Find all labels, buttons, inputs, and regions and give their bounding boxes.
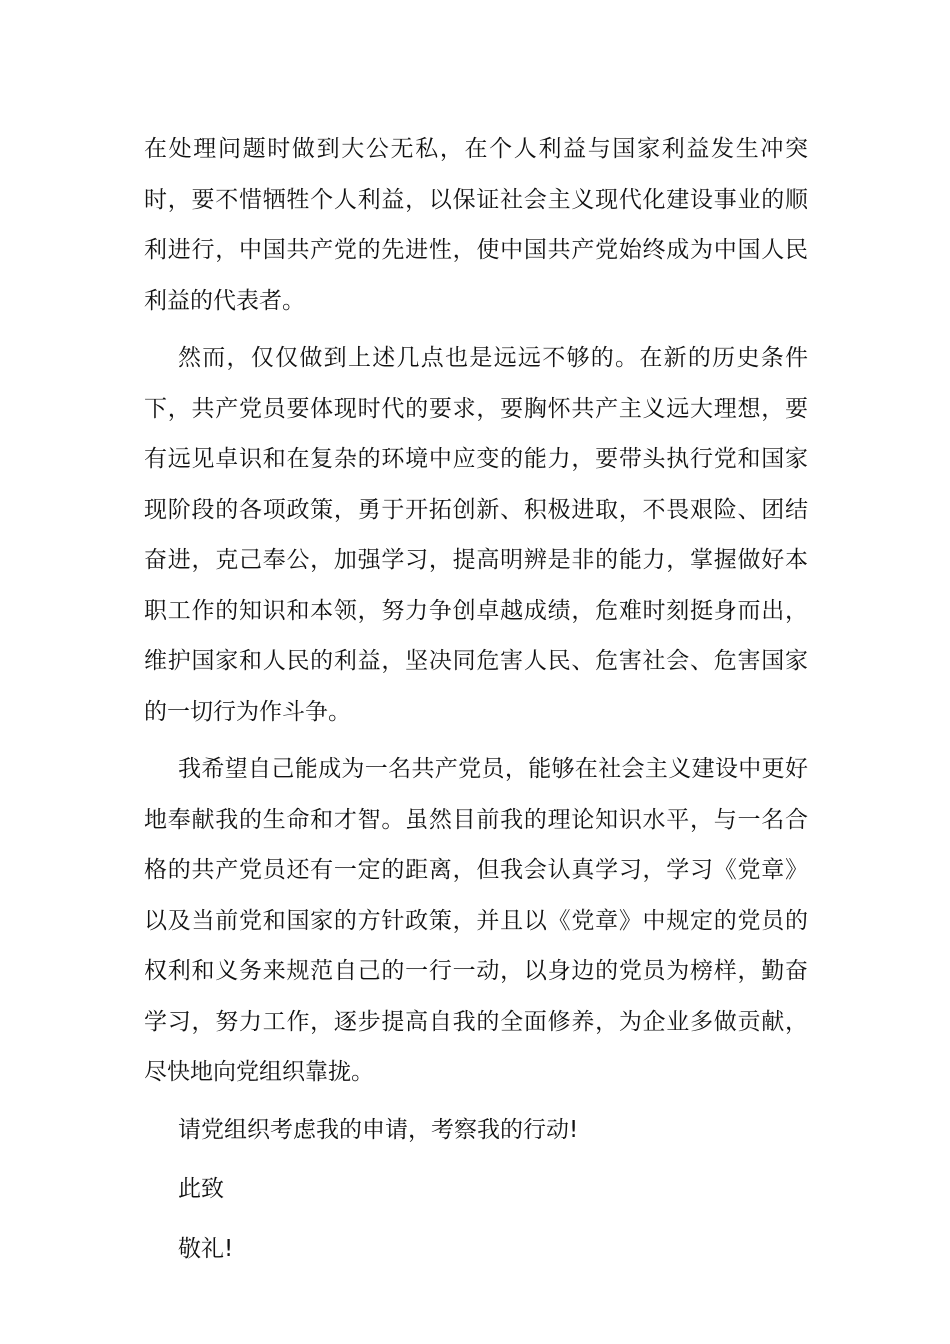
closing-salute: 敬礼!	[178, 1235, 234, 1262]
closing-greeting: 此致	[178, 1176, 224, 1202]
paragraph-aspiration: 我希望自己能成为一名共产党员，能够在社会主义建设中更好地奉献我的生命和才智。虽然目前我的理论知识水平，与一名合格的共产党员还有一定的距离，但我会认真学习，学习《党章》以及当前党和国家的方针政策，并且以《党章》中规定的党员的权利和义务来规范自己的一行一动，以身边的党员为榜样，勤奋学习，努力工作，逐步提高自我的全面修养，为企业多做贡献，尽快地向党组织靠拢。	[144, 756, 808, 1085]
paragraph-continuation: 在处理问题时做到大公无私，在个人利益与国家利益发生冲突时，要不惜牺牲个人利益，以保证社会主义现代化建设事业的顺利进行，中国共产党的先进性，使中国共产党始终成为中国人民利益的代表者。	[144, 136, 808, 314]
paragraph-requirements: 然而，仅仅做到上述几点也是远远不够的。在新的历史条件下，共产党员要体现时代的要求，要胸怀共产主义远大理想，要有远见卓识和在复杂的环境中应变的能力，要带头执行党和国家现阶段的各项政策，勇于开拓创新、积极进取，不畏艰险、团结奋进，克己奉公，加强学习，提高明辨是非的能力，掌握做好本职工作的知识和本领，努力争创卓越成绩，危难时刻挺身而出，维护国家和人民的利益，坚决同危害人民、危害社会、危害国家的一切行为作斗争。	[144, 345, 808, 725]
document-body	[144, 124, 808, 1283]
request-line: 请党组织考虑我的申请，考察我的行动!	[178, 1116, 579, 1143]
